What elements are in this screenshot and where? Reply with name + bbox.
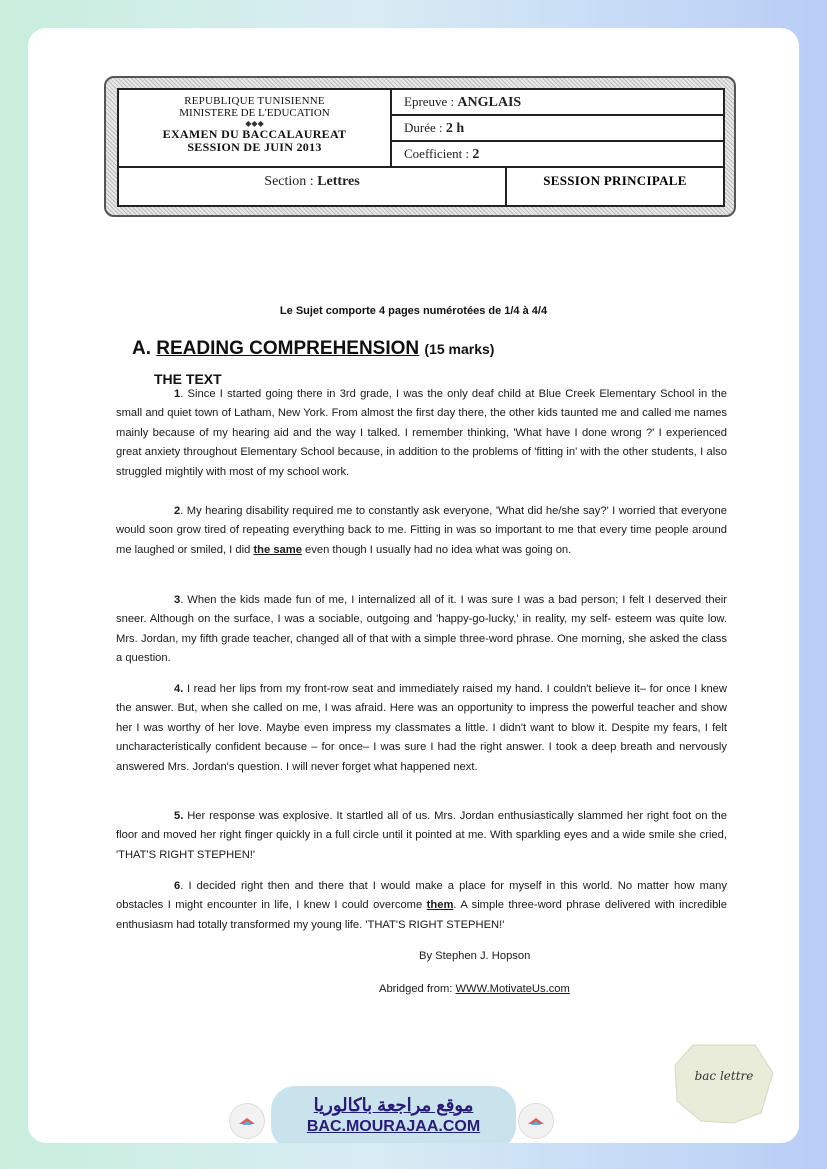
coefficient-row	[392, 142, 723, 166]
paragraph-text: . I decided right then and there that I would make a place for myself in this world. No matter how many obstacles I might encounter in life, I knew I could overcome	[116, 880, 727, 912]
banner-arabic: موقع مراجعة باكالوريا	[313, 1095, 474, 1115]
page-count-note: Le Sujet comporte 4 pages numérotées de 1/4 à 4/4	[279, 305, 548, 317]
paragraph-number: 5.	[174, 810, 184, 822]
reference-the-same: the same	[253, 543, 302, 556]
paragraph-number: 1	[174, 388, 181, 400]
paragraph-number: 4.	[174, 683, 184, 695]
duree-value: 2 h	[445, 121, 465, 136]
section-marks: (15 marks)	[424, 341, 495, 357]
exam-header	[104, 76, 736, 217]
paragraph-number: 3	[174, 594, 181, 606]
session-type: SESSION PRINCIPALE	[543, 173, 687, 188]
epreuve-value: ANGLAIS	[457, 95, 522, 110]
source-line	[379, 983, 570, 995]
epreuve-label: Epreuve :	[404, 94, 455, 109]
section-value: Lettres	[317, 174, 360, 189]
coefficient-value: 2	[472, 147, 480, 162]
republic-label: REPUBLIQUE TUNISIENNE	[184, 95, 325, 107]
badge-text: bac lettre	[694, 1069, 754, 1083]
header-details	[392, 90, 723, 166]
paragraph-4	[116, 680, 727, 777]
epreuve-row	[392, 90, 723, 116]
header-institution	[119, 90, 392, 166]
paragraph-1	[116, 385, 727, 482]
paragraph-text: . My hearing disability required me to constantly ask everyone, 'What did he/she say?' I worried that everyone would soon grow tired of repeating everything back to me. Fitting in was so important to me that every time people around me laughed or smiled, I did	[116, 505, 727, 556]
section-title: READING COMPREHENSION	[156, 338, 420, 359]
paragraph-text-end: even though I usually had no idea what was going on.	[301, 543, 572, 556]
paragraph-number: 2	[174, 505, 181, 517]
paragraph-number: 6	[174, 880, 181, 892]
exam-page	[28, 28, 799, 1143]
site-logo-right-icon	[518, 1103, 554, 1139]
banner-site[interactable]: BAC.MOURAJAA.COM	[306, 1118, 481, 1135]
reference-them: them	[426, 899, 454, 912]
site-logo-left-icon	[229, 1103, 265, 1139]
paragraph-2	[116, 502, 727, 560]
badge-shape-icon	[673, 1043, 775, 1125]
paragraph-text-end: . A simple three-word phrase delivered with incredible enthusiasm had totally transformed my young life. 'THAT'S RIGHT STEPHEN!'	[116, 899, 727, 931]
paragraph-text: I read her lips from my front-row seat and immediately raised my hand. I couldn't believe it– for once I knew the answer. But, when she called on me, I was afraid. Here was an opportunity to impress the powerful teacher and show her I was worthy of her love. Maybe even impress my classmates a little. I didn't want to blow it. Despite my fears, I felt uncharacteristically confident because – for once– I was sure I had the right answer. I took a deep breath and nervously answered Mrs. Jordan's question. I will never forget what happened next.	[116, 683, 727, 773]
header-bottom-row	[119, 166, 723, 207]
bac-lettre-badge	[673, 1043, 775, 1125]
footer-banner[interactable]	[271, 1086, 516, 1143]
section-heading	[132, 338, 494, 360]
section-prefix: A.	[132, 338, 151, 359]
paragraph-text: . When the kids made fun of me, I internalized all of it. I was sure I was a bad person; I felt I deserved their sneer. Although on the surface, I was a sociable, outgoing and 'happy-go-lucky,' in reality, my self- esteem was quite low. Mrs. Jordan, my fifth grade teacher, changed all of that with a simple three-word phrase. One morning, she asked the class a question.	[116, 594, 727, 665]
text-heading: THE TEXT	[154, 371, 222, 387]
exam-header-table	[117, 88, 725, 207]
coefficient-label: Coefficient :	[404, 146, 470, 161]
paragraph-3	[116, 591, 727, 669]
source-label: Abridged from:	[379, 983, 453, 995]
session-date: SESSION DE JUIN 2013	[187, 140, 322, 154]
duree-label: Durée :	[404, 120, 443, 135]
section-cell	[119, 168, 507, 207]
paragraph-6	[116, 877, 727, 935]
ornament: ◆◆◆	[245, 119, 264, 128]
exam-label: EXAMEN DU BACCALAUREAT	[162, 127, 347, 141]
ministry-label: MINISTERE DE L'EDUCATION	[179, 107, 330, 119]
section-label: Section :	[264, 174, 314, 189]
paragraph-5	[116, 807, 727, 865]
paragraph-text: Her response was explosive. It startled all of us. Mrs. Jordan enthusiastically slammed her right foot on the floor and moved her right finger quickly in a full circle until it pointed at me. With sparkling eyes and a wide smile she cried, 'THAT'S RIGHT STEPHEN!'	[116, 810, 727, 861]
paragraph-text: . Since I started going there in 3rd grade, I was the only deaf child at Blue Creek Elementary School in the small and quiet town of Latham, New York. From almost the first day there, the other kids taunted me and called me names mainly because of my hearing aid and the way I talked. I remember thinking, 'What have I done wrong ?' I experienced great anxiety throughout Elementary School because, in addition to the problems of 'fitting in' with the other students, I also struggled mightily with most of my school work.	[116, 388, 727, 478]
author-byline: By Stephen J. Hopson	[419, 950, 531, 962]
source-link[interactable]: WWW.MotivateUs.com	[455, 983, 570, 995]
duree-row	[392, 116, 723, 142]
